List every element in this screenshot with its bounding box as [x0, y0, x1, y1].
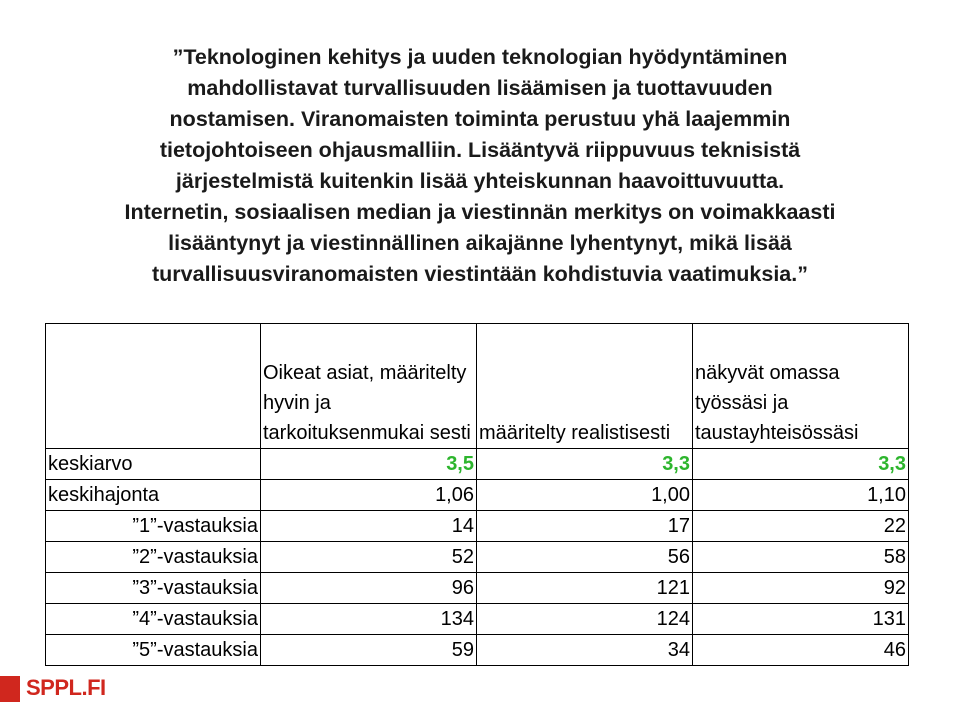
- table-header-cell: määritelty realistisesti: [477, 324, 693, 449]
- row-label: ”1”-vastauksia: [46, 511, 261, 542]
- table-cell: 92: [693, 573, 909, 604]
- row-label: keskiarvo: [46, 449, 261, 480]
- table-row: [46, 573, 909, 604]
- table-cell: 58: [693, 542, 909, 573]
- table-cell: 96: [261, 573, 477, 604]
- table-header-cell: näkyvät omassa työssäsi ja taustayhteisössäsi: [693, 324, 909, 449]
- sppl-logo: [0, 672, 120, 706]
- quote-line: Internetin, sosiaalisen median ja viestinnän merkitys on voimakkaasti: [124, 200, 836, 224]
- table-row: [46, 542, 909, 573]
- table-cell: 131: [693, 604, 909, 635]
- table-header-row: [46, 324, 909, 449]
- table-cell: 3,3: [477, 449, 693, 480]
- table-cell: 134: [261, 604, 477, 635]
- table-cell: 3,3: [693, 449, 909, 480]
- quote-line: turvallisuusviranomaisten viestintään kohdistuvia vaatimuksia.”: [152, 262, 808, 286]
- row-label: ”2”-vastauksia: [46, 542, 261, 573]
- table-cell: 52: [261, 542, 477, 573]
- quote-line: tietojohtoiseen ohjausmalliin. Lisääntyvä riippuvuus teknisistä: [159, 138, 801, 162]
- table-cell: 3,5: [261, 449, 477, 480]
- table-header-cell: [46, 324, 261, 449]
- table-cell: 22: [693, 511, 909, 542]
- logo-text: SPPL.FI: [26, 675, 106, 700]
- logo-mark-icon: [0, 676, 20, 702]
- table-cell: 1,10: [693, 480, 909, 511]
- survey-results-table: [45, 323, 909, 666]
- quote-line: nostamisen. Viranomaisten toiminta perustuu yhä laajemmin: [169, 107, 791, 131]
- table-cell: 1,06: [261, 480, 477, 511]
- table-cell: 124: [477, 604, 693, 635]
- quote-line: lisääntynyt ja viestinnällinen aikajänne lyhentynyt, mikä lisää: [168, 231, 792, 255]
- quote-line: ”Teknologinen kehitys ja uuden teknologian hyödyntäminen: [172, 45, 788, 69]
- table-cell: 14: [261, 511, 477, 542]
- table-cell: 56: [477, 542, 693, 573]
- quote-line: mahdollistavat turvallisuuden lisäämisen ja tuottavuuden: [187, 76, 773, 100]
- table-row: [46, 449, 909, 480]
- table-cell: 59: [261, 635, 477, 666]
- table-cell: 17: [477, 511, 693, 542]
- row-label: keskihajonta: [46, 480, 261, 511]
- table-row: [46, 480, 909, 511]
- row-label: ”4”-vastauksia: [46, 604, 261, 635]
- table-row: [46, 604, 909, 635]
- quote-line: järjestelmistä kuitenkin lisää yhteiskunnan haavoittuvuutta.: [175, 169, 785, 193]
- table-cell: 121: [477, 573, 693, 604]
- row-label: ”5”-vastauksia: [46, 635, 261, 666]
- table-row: [46, 511, 909, 542]
- intro-quote: [0, 42, 960, 290]
- table-header-cell: Oikeat asiat, määritelty hyvin ja tarkoituksenmukai sesti: [261, 324, 477, 449]
- table-cell: 34: [477, 635, 693, 666]
- table-row: [46, 635, 909, 666]
- table-cell: 1,00: [477, 480, 693, 511]
- row-label: ”3”-vastauksia: [46, 573, 261, 604]
- table-cell: 46: [693, 635, 909, 666]
